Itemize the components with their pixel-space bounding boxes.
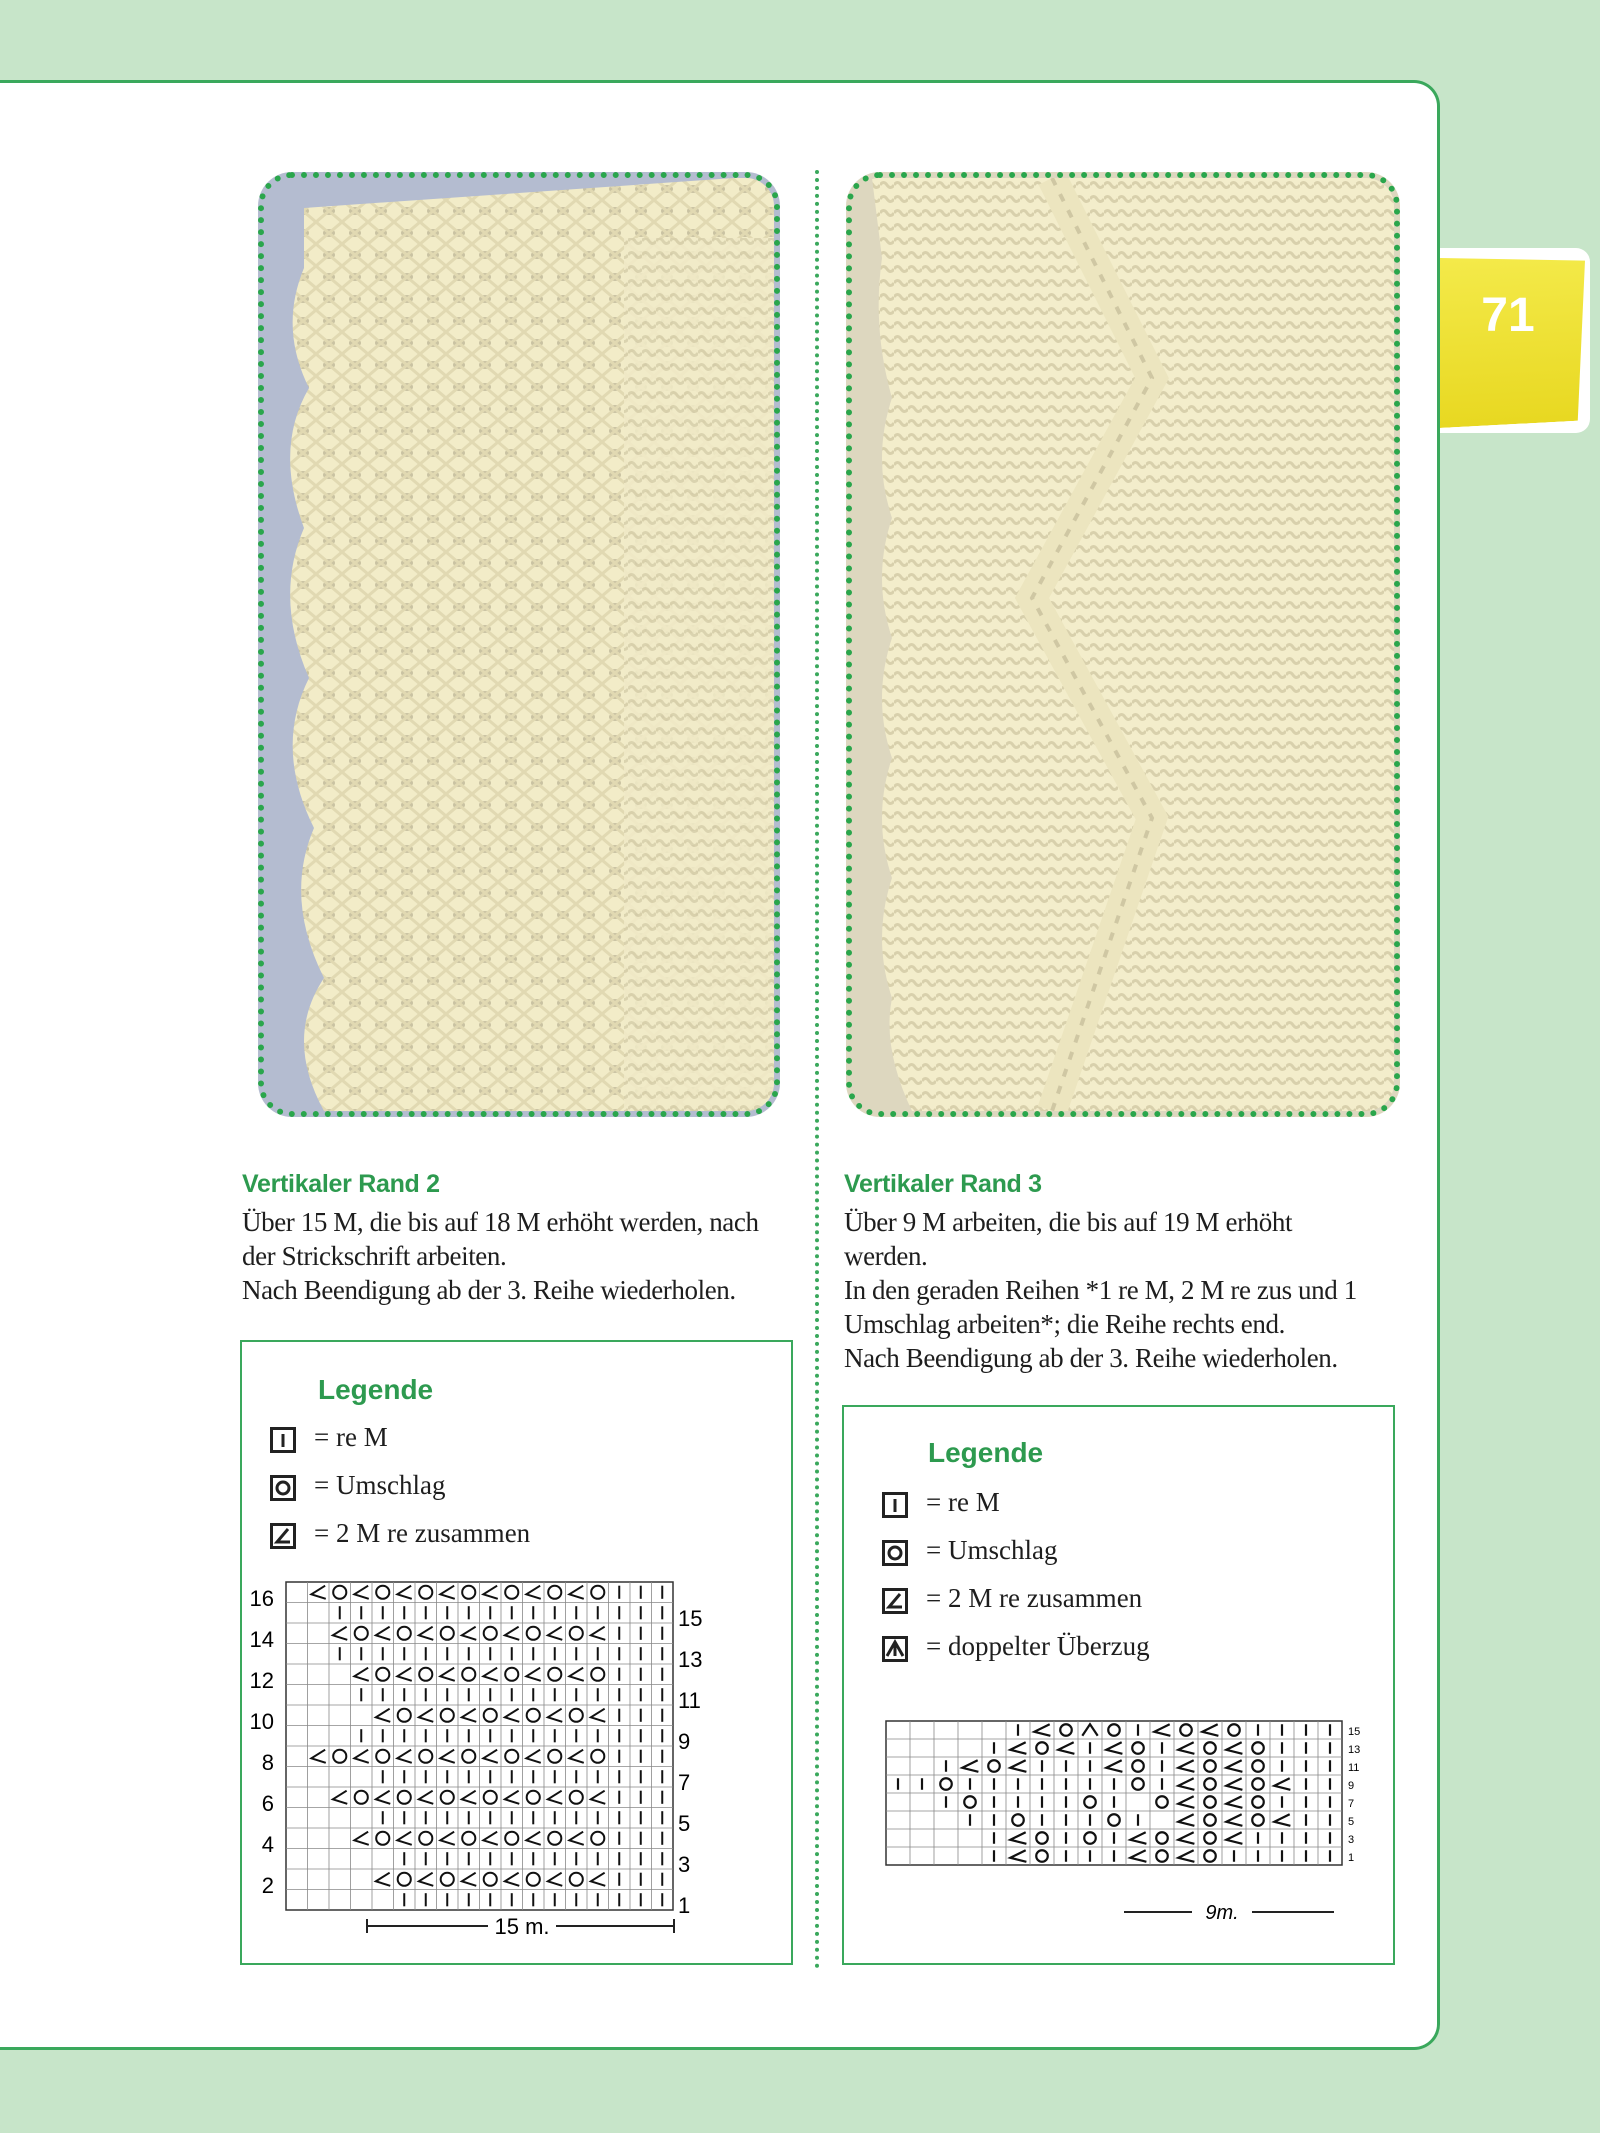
k2tog-mark xyxy=(462,1873,476,1886)
k2tog-mark xyxy=(548,1873,562,1886)
k2tog-mark xyxy=(440,1586,454,1599)
yarn-over-mark xyxy=(1204,1814,1216,1826)
yarn-over-mark xyxy=(591,1668,604,1681)
k2tog-mark xyxy=(397,1668,411,1681)
yarn-over-mark xyxy=(1204,1742,1216,1754)
knit-sample-photo-1 xyxy=(258,172,780,1117)
yarn-over-mark xyxy=(462,1750,475,1763)
yarn-over-icon xyxy=(270,1475,296,1501)
yarn-over-mark xyxy=(1204,1850,1216,1862)
k2tog-mark xyxy=(419,1791,433,1804)
k2tog-mark xyxy=(1106,1760,1122,1772)
yarn-over-mark xyxy=(1012,1814,1024,1826)
yarn-over-mark xyxy=(398,1709,411,1722)
k2tog-mark xyxy=(483,1832,497,1845)
yarn-over-mark xyxy=(419,1750,432,1763)
yarn-over-mark xyxy=(398,1873,411,1886)
yarn-over-mark xyxy=(484,1873,497,1886)
yarn-over-mark xyxy=(484,1627,497,1640)
instruction-line: In den geraden Reihen *1 re M, 2 M re zus und 1 xyxy=(844,1275,1357,1305)
yarn-over-mark xyxy=(1108,1814,1120,1826)
section-title-rand-2: Vertikaler Rand 2 xyxy=(242,1170,440,1198)
yarn-over-mark xyxy=(548,1832,561,1845)
section-title-rand-3: Vertikaler Rand 3 xyxy=(844,1170,1042,1198)
row-number: 9 xyxy=(1348,1780,1355,1792)
yarn-over-mark xyxy=(570,1873,583,1886)
k2tog-mark xyxy=(526,1750,540,1763)
k2tog-mark xyxy=(483,1668,497,1681)
yarn-over-mark xyxy=(505,1586,518,1599)
yarn-over-mark xyxy=(441,1873,454,1886)
yarn-over-mark xyxy=(527,1791,540,1804)
row-number: 16 xyxy=(249,1586,274,1611)
yarn-over-mark xyxy=(988,1760,1000,1772)
page-number: 71 xyxy=(1481,289,1535,342)
yarn-over-mark xyxy=(1252,1760,1264,1772)
k2tog-mark xyxy=(505,1791,519,1804)
instruction-line: Über 9 M arbeiten, die bis auf 19 M erhöht xyxy=(844,1207,1293,1237)
k2tog-mark xyxy=(462,1791,476,1804)
k2tog-mark xyxy=(1130,1850,1146,1862)
double-decrease-mark xyxy=(1082,1724,1097,1736)
row-number: 7 xyxy=(1348,1798,1355,1810)
k2tog-icon xyxy=(882,1588,908,1614)
yarn-over-mark xyxy=(355,1627,368,1640)
instructions-rand-2 xyxy=(242,1205,759,1307)
k2tog-mark xyxy=(311,1586,325,1599)
knitting-chart-rand-2 xyxy=(242,1578,791,1938)
yarn-over-mark xyxy=(505,1668,518,1681)
row-number: 6 xyxy=(261,1791,274,1816)
k2tog-icon xyxy=(270,1523,296,1549)
k2tog-mark xyxy=(591,1873,605,1886)
row-number: 5 xyxy=(678,1811,691,1836)
k2tog-mark xyxy=(1010,1742,1026,1754)
yarn-over-mark xyxy=(441,1627,454,1640)
yarn-over-mark xyxy=(591,1750,604,1763)
yarn-over-mark xyxy=(1156,1832,1168,1844)
yarn-over-mark xyxy=(419,1668,432,1681)
yarn-over-mark xyxy=(376,1750,389,1763)
yarn-over-icon xyxy=(882,1540,908,1566)
k2tog-mark xyxy=(526,1586,540,1599)
knit-sample-2-image xyxy=(852,178,1394,1111)
yarn-over-mark xyxy=(964,1796,976,1808)
yarn-over-mark xyxy=(1204,1760,1216,1772)
row-number: 12 xyxy=(249,1668,274,1693)
yarn-over-mark xyxy=(355,1791,368,1804)
yarn-over-mark xyxy=(419,1586,432,1599)
k2tog-mark xyxy=(1034,1724,1050,1736)
yarn-over-mark xyxy=(1156,1850,1168,1862)
yarn-over-mark xyxy=(1132,1778,1144,1790)
k2tog-mark xyxy=(1226,1778,1242,1790)
legend-title: Legende xyxy=(928,1437,1044,1468)
k2tog-mark xyxy=(1106,1742,1122,1754)
yarn-over-mark xyxy=(1084,1796,1096,1808)
k2tog-mark xyxy=(440,1750,454,1763)
yarn-over-mark xyxy=(376,1586,389,1599)
yarn-over-mark xyxy=(505,1832,518,1845)
k2tog-mark xyxy=(1154,1724,1170,1736)
k2tog-mark xyxy=(397,1750,411,1763)
width-label: 15 m. xyxy=(494,1914,550,1938)
k2tog-mark xyxy=(483,1750,497,1763)
row-number: 8 xyxy=(261,1750,274,1775)
k2tog-mark xyxy=(376,1709,390,1722)
k2tog-mark xyxy=(440,1668,454,1681)
yarn-over-mark xyxy=(441,1791,454,1804)
k2tog-mark xyxy=(1226,1814,1242,1826)
yarn-over-mark xyxy=(441,1709,454,1722)
row-number: 11 xyxy=(1348,1762,1360,1774)
k2tog-mark xyxy=(1178,1850,1194,1862)
yarn-over-mark xyxy=(419,1832,432,1845)
row-number: 1 xyxy=(678,1893,691,1918)
k2tog-mark xyxy=(505,1709,519,1722)
k2tog-mark xyxy=(1178,1796,1194,1808)
yarn-over-mark xyxy=(1132,1742,1144,1754)
knit-sample-photo-2 xyxy=(846,172,1400,1117)
row-number: 3 xyxy=(678,1852,691,1877)
k2tog-mark xyxy=(354,1832,368,1845)
k2tog-mark xyxy=(333,1791,347,1804)
k2tog-mark xyxy=(483,1586,497,1599)
row-number: 9 xyxy=(678,1729,691,1754)
row-number: 1 xyxy=(1348,1852,1355,1864)
instruction-line: Über 15 M, die bis auf 18 M erhöht werden, nach xyxy=(242,1207,759,1237)
k2tog-mark xyxy=(376,1627,390,1640)
k2tog-mark xyxy=(1178,1814,1194,1826)
yarn-over-mark xyxy=(548,1668,561,1681)
k2tog-mark xyxy=(548,1791,562,1804)
knit-sample-1-image xyxy=(264,178,774,1111)
row-number: 13 xyxy=(678,1647,703,1672)
row-number: 5 xyxy=(1348,1816,1355,1828)
knit-stitch-icon xyxy=(270,1427,296,1453)
yarn-over-mark xyxy=(398,1627,411,1640)
k2tog-mark xyxy=(376,1791,390,1804)
yarn-over-mark xyxy=(570,1709,583,1722)
k2tog-mark xyxy=(526,1668,540,1681)
k2tog-mark xyxy=(1010,1832,1026,1844)
yarn-over-mark xyxy=(1180,1724,1192,1736)
yarn-over-mark xyxy=(376,1668,389,1681)
k2tog-mark xyxy=(569,1832,583,1845)
yarn-over-mark xyxy=(1132,1760,1144,1772)
legend-box-rand-2: Legende = re M = Umschlag = 2 M re zusammen 16 14 12 10 8 6 4 2 15 13 11 9 7 5 3 1 15 m. xyxy=(240,1340,793,1965)
k2tog-mark xyxy=(548,1627,562,1640)
knit-stitch-icon xyxy=(882,1492,908,1518)
yarn-over-mark xyxy=(1060,1724,1072,1736)
k2tog-mark xyxy=(591,1627,605,1640)
k2tog-mark xyxy=(397,1586,411,1599)
k2tog-mark xyxy=(397,1832,411,1845)
instruction-line: Nach Beendigung ab der 3. Reihe wiederholen. xyxy=(844,1343,1338,1373)
yarn-over-mark xyxy=(1228,1724,1240,1736)
k2tog-mark xyxy=(962,1760,978,1772)
k2tog-mark xyxy=(462,1709,476,1722)
double-decrease-icon xyxy=(882,1636,908,1662)
k2tog-mark xyxy=(440,1832,454,1845)
row-number: 4 xyxy=(261,1832,274,1857)
yarn-over-mark xyxy=(333,1750,346,1763)
yarn-over-mark xyxy=(527,1873,540,1886)
yarn-over-mark xyxy=(591,1832,604,1845)
row-number: 3 xyxy=(1348,1834,1355,1846)
row-number: 11 xyxy=(678,1688,701,1713)
yarn-over-mark xyxy=(548,1750,561,1763)
yarn-over-mark xyxy=(1036,1850,1048,1862)
k2tog-mark xyxy=(1130,1832,1146,1844)
width-label: 9m. xyxy=(1205,1902,1239,1924)
k2tog-mark xyxy=(1010,1760,1026,1772)
knitting-chart-rand-3 xyxy=(874,1707,1374,1947)
yarn-over-mark xyxy=(1036,1832,1048,1844)
yarn-over-mark xyxy=(1084,1832,1096,1844)
yarn-over-mark xyxy=(398,1791,411,1804)
k2tog-mark xyxy=(462,1627,476,1640)
yarn-over-mark xyxy=(1036,1742,1048,1754)
yarn-over-mark xyxy=(376,1832,389,1845)
k2tog-mark xyxy=(1202,1724,1218,1736)
row-number: 2 xyxy=(261,1873,274,1898)
legend-title: Legende xyxy=(318,1374,434,1405)
yarn-over-mark xyxy=(1252,1742,1264,1754)
yarn-over-mark xyxy=(1204,1832,1216,1844)
k2tog-mark xyxy=(526,1832,540,1845)
k2tog-mark xyxy=(1226,1832,1242,1844)
k2tog-mark xyxy=(505,1627,519,1640)
row-number: 10 xyxy=(249,1709,274,1734)
row-number: 13 xyxy=(1348,1744,1361,1756)
k2tog-mark xyxy=(1178,1760,1194,1772)
yarn-over-mark xyxy=(548,1586,561,1599)
k2tog-mark xyxy=(569,1668,583,1681)
k2tog-mark xyxy=(1274,1778,1290,1790)
k2tog-mark xyxy=(1178,1778,1194,1790)
yarn-over-mark xyxy=(591,1586,604,1599)
instruction-line: werden. xyxy=(844,1241,928,1271)
instruction-line: der Strickschrift arbeiten. xyxy=(242,1241,507,1271)
yarn-over-mark xyxy=(527,1709,540,1722)
k2tog-mark xyxy=(376,1873,390,1886)
row-number: 7 xyxy=(678,1770,691,1795)
k2tog-mark xyxy=(1226,1742,1242,1754)
k2tog-mark xyxy=(591,1709,605,1722)
k2tog-mark xyxy=(548,1709,562,1722)
column-divider xyxy=(815,170,819,1970)
yarn-over-mark xyxy=(484,1709,497,1722)
k2tog-mark xyxy=(354,1586,368,1599)
legend-box-rand-3: Legende = re M = Umschlag = 2 M re zusammen = doppelter Überzug 15 13 11 9 7 5 3 1 9m. xyxy=(842,1405,1395,1965)
instruction-line: Umschlag arbeiten*; die Reihe rechts end. xyxy=(844,1309,1285,1339)
k2tog-mark xyxy=(354,1668,368,1681)
k2tog-mark xyxy=(505,1873,519,1886)
yarn-over-mark xyxy=(570,1791,583,1804)
instructions-rand-3 xyxy=(844,1205,1357,1375)
yarn-over-mark xyxy=(333,1586,346,1599)
k2tog-mark xyxy=(419,1627,433,1640)
k2tog-mark xyxy=(1178,1742,1194,1754)
yarn-over-mark xyxy=(462,1832,475,1845)
k2tog-mark xyxy=(354,1750,368,1763)
yarn-over-mark xyxy=(940,1778,952,1790)
yarn-over-mark xyxy=(570,1627,583,1640)
k2tog-mark xyxy=(591,1791,605,1804)
yarn-over-mark xyxy=(1204,1778,1216,1790)
k2tog-mark xyxy=(569,1750,583,1763)
yarn-over-mark xyxy=(1252,1778,1264,1790)
k2tog-mark xyxy=(333,1627,347,1640)
yarn-over-mark xyxy=(1252,1814,1264,1826)
k2tog-mark xyxy=(1274,1814,1290,1826)
k2tog-mark xyxy=(1226,1760,1242,1772)
k2tog-mark xyxy=(419,1709,433,1722)
k2tog-mark xyxy=(1226,1796,1242,1808)
k2tog-mark xyxy=(1178,1832,1194,1844)
row-number: 14 xyxy=(249,1627,274,1652)
yarn-over-mark xyxy=(462,1668,475,1681)
yarn-over-mark xyxy=(484,1791,497,1804)
yarn-over-mark xyxy=(462,1586,475,1599)
yarn-over-mark xyxy=(1108,1724,1120,1736)
yarn-over-mark xyxy=(505,1750,518,1763)
yarn-over-mark xyxy=(527,1627,540,1640)
yarn-over-mark xyxy=(1252,1796,1264,1808)
yarn-over-mark xyxy=(1156,1796,1168,1808)
k2tog-mark xyxy=(419,1873,433,1886)
k2tog-mark xyxy=(1058,1742,1074,1754)
yarn-over-mark xyxy=(1204,1796,1216,1808)
row-number: 15 xyxy=(678,1606,703,1631)
k2tog-mark xyxy=(569,1586,583,1599)
row-number: 15 xyxy=(1348,1726,1361,1738)
k2tog-mark xyxy=(1010,1850,1026,1862)
instruction-line: Nach Beendigung ab der 3. Reihe wiederholen. xyxy=(242,1275,736,1305)
k2tog-mark xyxy=(311,1750,325,1763)
